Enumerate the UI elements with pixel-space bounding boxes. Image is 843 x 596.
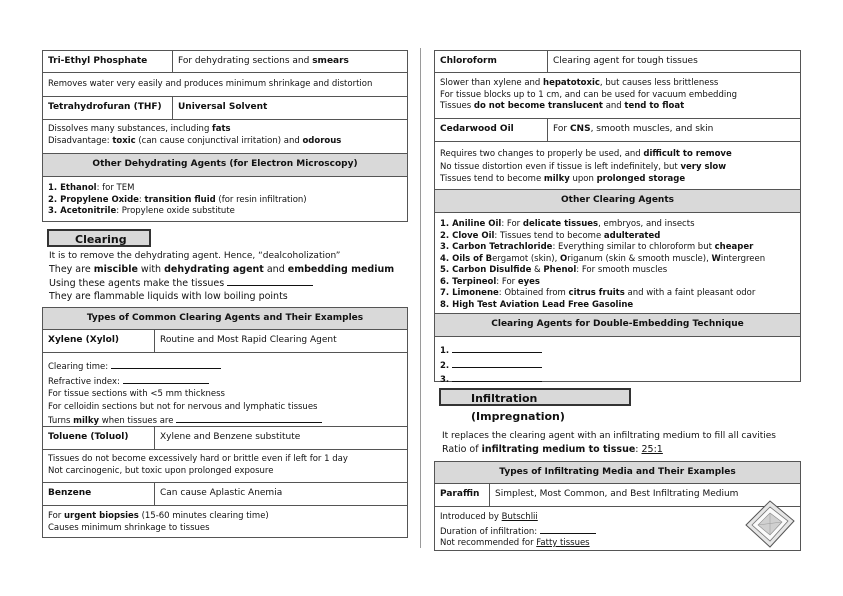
- xylene-value: Routine and Most Rapid Clearing Agent: [160, 335, 337, 345]
- list-item: 8. High Test Aviation Lead Free Gasoline: [440, 299, 634, 310]
- other-dehydrating-list: [42, 177, 408, 222]
- double-embedding-header: Clearing Agents for Double-Embedding Technique: [434, 314, 801, 337]
- paraffin-desc: Introduced by Butschlii Duration of infiltration: Not recommended for Fatty tissues: [434, 507, 801, 551]
- benzene-value: Can cause Aplastic Anemia: [160, 488, 283, 498]
- toluene-desc: Tissues do not become excessively hard or brittle even if left for 1 day Not carcinogenic, but toxic upon prolonged exposure: [42, 450, 408, 483]
- clearing-types-header: Types of Common Clearing Agents and Their Examples: [42, 307, 408, 330]
- list-item: 3. Acetonitrile: Propylene oxide substitute: [48, 206, 235, 216]
- chloroform-value: Clearing agent for tough tissues: [553, 56, 698, 66]
- toluene-value: Xylene and Benzene substitute: [160, 432, 301, 442]
- triethyl-phosphate-label: Tri-Ethyl Phosphate: [43, 51, 173, 72]
- cedarwood-value: For CNS, smooth muscles, and skin: [553, 124, 714, 134]
- right-column: [434, 50, 801, 551]
- other-clearing-list: [434, 213, 801, 314]
- thf-desc: Dissolves many substances, including fats Disadvantage: toxic (can cause conjunctival irritation) and odorous: [42, 120, 408, 154]
- clearing-notes: It is to remove the dehydrating agent. Hence, “dealcoholization” They are miscible with dehydrating agent and embedding medium Using these agents make the tissues They are flammable liquids with low boiling points: [49, 251, 395, 302]
- list-item: 7. Limonene: Obtained from citrus fruits and with a faint pleasant odor: [440, 288, 756, 298]
- list-item: 3. Carbon Tetrachloride: Everything similar to chloroform but cheaper: [440, 242, 754, 252]
- xylene-desc: Clearing time: Refractive index: For tissue sections with <5 mm thickness For celloidin sections but not for nervous and lymphatic tissues Turns milky when tissues are: [42, 353, 408, 427]
- chloroform-label: Chloroform: [435, 51, 548, 72]
- other-clearing-header: Other Clearing Agents: [434, 190, 801, 213]
- toluene-label: Toluene (Toluol): [43, 427, 155, 449]
- blank-line: [540, 524, 596, 534]
- xylene-label: Xylene (Xylol): [43, 330, 155, 352]
- blank-line: [452, 358, 542, 368]
- thf-label: Tetrahydrofuran (THF): [43, 97, 173, 119]
- xylene-row: [42, 330, 408, 353]
- left-column: [42, 50, 408, 538]
- cedarwood-label: Cedarwood Oil: [435, 119, 548, 141]
- blank-line: [176, 413, 322, 423]
- toluene-row: [42, 427, 408, 450]
- thf-row: [42, 97, 408, 120]
- blank-line: [111, 359, 221, 369]
- double-embedding-list: 1. 2. 3.: [434, 337, 801, 382]
- list-item: 1. Ethanol: for TEM: [48, 183, 135, 193]
- triethyl-phosphate-value: For dehydrating sections and smears: [178, 56, 349, 66]
- list-item: 5. Carbon Disulfide & Phenol: For smooth muscles: [440, 265, 668, 275]
- triethyl-phosphate-row: [42, 50, 408, 73]
- cedarwood-desc: Requires two changes to properly be used, and difficult to remove No tissue distortion even if tissue is left indefinitely, but very slow Tissues tend to become milky upon prolonged storage: [434, 142, 801, 190]
- infiltration-title: Infiltration (Impregnation): [439, 388, 631, 406]
- list-item: 1. Aniline Oil: For delicate tissues, embryos, and insects: [440, 219, 695, 229]
- blank-line: [452, 372, 542, 382]
- chloroform-desc: Slower than xylene and hepatotoxic, but causes less brittleness For tissue blocks up to 1 cm, and can be used for vacuum embedding Tissues do not become translucent and tend to float: [434, 73, 801, 119]
- list-item: 4. Oils of Bergamot (skin), Origanum (skin & smooth muscle), Wintergreen: [440, 253, 766, 264]
- blank-line: [452, 343, 542, 353]
- blank-line: [123, 374, 209, 384]
- cedarwood-row: [434, 119, 801, 142]
- list-item: 6. Terpineol: For eyes: [440, 276, 540, 287]
- list-item: 2. Propylene Oxide: transition fluid (for resin infiltration): [48, 194, 307, 205]
- triethyl-phosphate-desc: Removes water very easily and produces minimum shrinkage and distortion: [42, 73, 408, 97]
- column-divider: [420, 48, 421, 548]
- list-item: 2. Clove Oil: Tissues tend to become adulterated: [440, 230, 661, 241]
- infiltrating-types-header: Types of Infiltrating Media and Their Examples: [434, 461, 801, 484]
- infiltration-notes: It replaces the clearing agent with an infiltrating medium to fill all cavities Ratio of infiltrating medium to tissue: 25:1: [442, 431, 776, 455]
- chloroform-row: [434, 50, 801, 73]
- thf-value: Universal Solvent: [178, 102, 268, 112]
- paraffin-label: Paraffin: [435, 484, 490, 506]
- blank-line: [227, 276, 313, 286]
- clearing-title: Clearing: [47, 229, 151, 247]
- paraffin-value: Simplest, Most Common, and Best Infiltrating Medium: [495, 489, 739, 499]
- other-dehydrating-header: Other Dehydrating Agents (for Electron Microscopy): [42, 154, 408, 177]
- benzene-desc: For urgent biopsies (15-60 minutes clearing time) Causes minimum shrinkage to tissues: [42, 506, 408, 538]
- tissue-cassette-icon: [744, 499, 796, 549]
- benzene-label: Benzene: [43, 483, 155, 505]
- benzene-row: [42, 483, 408, 506]
